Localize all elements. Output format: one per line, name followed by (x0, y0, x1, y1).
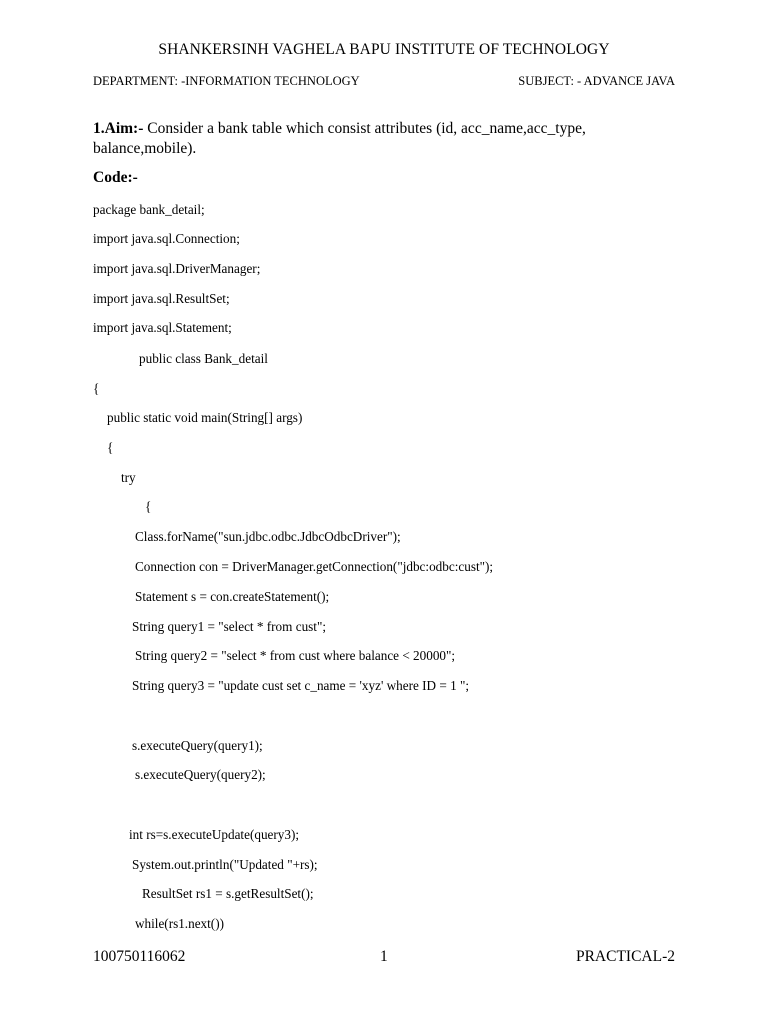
enrollment-number: 100750116062 (93, 948, 186, 965)
code-line: import java.sql.Statement; (93, 320, 232, 335)
aim-text: Consider a bank table which consist attributes (id, acc_name,acc_type, balance,mobile). (93, 120, 586, 157)
code-line: s.executeQuery(query2); (135, 767, 266, 782)
header-row (93, 74, 675, 89)
code-heading: Code:- (93, 169, 138, 186)
code-line: package bank_detail; (93, 202, 205, 217)
page-number: 1 (380, 948, 388, 965)
department-label: DEPARTMENT: -INFORMATION TECHNOLOGY (93, 74, 360, 88)
institute-title: SHANKERSINH VAGHELA BAPU INSTITUTE OF TECHNOLOGY (158, 41, 610, 58)
practical-label: PRACTICAL-2 (575, 948, 675, 965)
code-line: s.executeQuery(query1); (132, 738, 263, 753)
code-line: Statement s = con.createStatement(); (135, 589, 330, 604)
code-line: String query2 = "select * from cust where balance < 20000"; (135, 648, 456, 663)
code-line: import java.sql.ResultSet; (93, 291, 230, 306)
code-line: Class.forName("sun.jdbc.odbc.JdbcOdbcDriver"); (135, 529, 401, 544)
code-line: public static void main(String[] args) (107, 410, 303, 425)
code-line: System.out.println("Updated "+rs); (132, 857, 318, 872)
aim-paragraph (93, 119, 683, 159)
code-line: while(rs1.next()) (135, 916, 224, 931)
code-line: import java.sql.DriverManager; (93, 261, 261, 276)
code-line: import java.sql.Connection; (93, 231, 240, 246)
code-line: ResultSet rs1 = s.getResultSet(); (142, 886, 314, 901)
code-line: public class Bank_detail (139, 351, 268, 366)
code-line: { (93, 381, 100, 396)
code-line: int rs=s.executeUpdate(query3); (129, 827, 300, 842)
subject-label: SUBJECT: - ADVANCE JAVA (518, 74, 675, 88)
code-line: Connection con = DriverManager.getConnection("jdbc:odbc:cust"); (135, 559, 494, 574)
aim-label: 1.Aim:- (93, 120, 144, 137)
code-line: String query1 = "select * from cust"; (132, 619, 327, 634)
code-line: String query3 = "update cust set c_name = 'xyz' where ID = 1 "; (132, 678, 470, 693)
code-line: { (145, 499, 152, 514)
code-line: { (107, 440, 114, 455)
code-line: try (121, 470, 136, 485)
